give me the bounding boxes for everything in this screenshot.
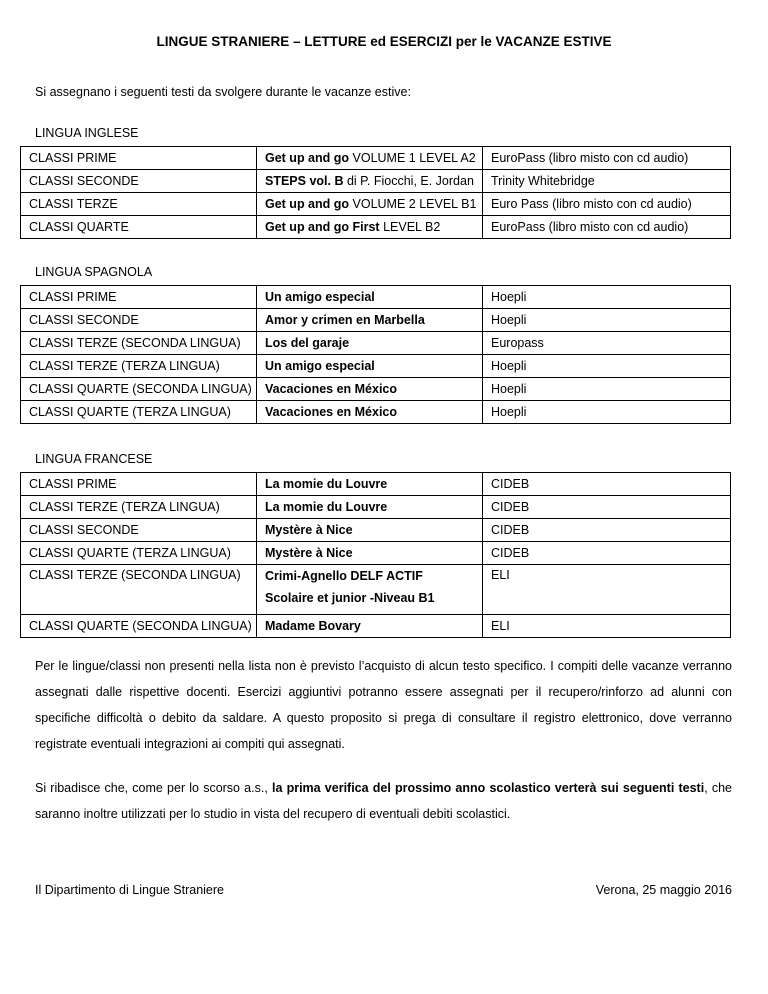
publisher-cell: Hoepli xyxy=(483,309,731,332)
publisher-cell: Hoepli xyxy=(483,401,731,424)
section-heading-francese: LINGUA FRANCESE xyxy=(35,452,153,466)
publisher-cell: Hoepli xyxy=(483,378,731,401)
page-title: LINGUE STRANIERE – LETTURE ed ESERCIZI per le VACANZE ESTIVE xyxy=(156,34,612,49)
publisher-cell: Trinity Whitebridge xyxy=(483,170,731,193)
table-francese xyxy=(20,472,731,638)
book-cell: La momie du Louvre xyxy=(257,473,483,496)
book-detail: LEVEL B2 xyxy=(379,220,441,234)
class-cell: CLASSI QUARTE xyxy=(21,216,257,239)
class-cell: CLASSI PRIME xyxy=(21,473,257,496)
publisher-cell: ELI xyxy=(483,565,731,615)
publisher-cell: CIDEB xyxy=(483,496,731,519)
class-cell: CLASSI TERZE (TERZA LINGUA) xyxy=(21,355,257,378)
table-row xyxy=(21,216,731,239)
intro-text: Si assegnano i seguenti testi da svolgere durante le vacanze estive: xyxy=(35,85,411,99)
book-title: Get up and go First xyxy=(265,220,380,234)
reminder-emphasis: la prima verifica del prossimo anno scolastico verterà sui seguenti testi xyxy=(271,781,705,795)
book-cell xyxy=(257,216,483,239)
date-place: Verona, 25 maggio 2016 xyxy=(595,883,732,897)
book-cell: Mystère à Nice xyxy=(257,542,483,565)
book-cell: Amor y crimen en Marbella xyxy=(257,309,483,332)
table-row xyxy=(21,615,731,638)
publisher-cell: Hoepli xyxy=(483,355,731,378)
book-cell xyxy=(257,170,483,193)
class-cell: CLASSI SECONDE xyxy=(21,170,257,193)
class-cell: CLASSI SECONDE xyxy=(21,519,257,542)
table-row xyxy=(21,147,731,170)
table-row xyxy=(21,519,731,542)
publisher-cell: CIDEB xyxy=(483,542,731,565)
book-title: STEPS vol. B xyxy=(265,174,344,188)
publisher-cell: Europass xyxy=(483,332,731,355)
book-cell: Los del garaje xyxy=(257,332,483,355)
book-cell xyxy=(257,565,483,615)
book-cell xyxy=(257,193,483,216)
book-detail: di P. Fiocchi, E. Jordan xyxy=(343,174,474,188)
book-title: Get up and go xyxy=(265,151,350,165)
publisher-cell: ELI xyxy=(483,615,731,638)
table-row xyxy=(21,378,731,401)
section-heading-inglese: LINGUA INGLESE xyxy=(35,126,139,140)
class-cell: CLASSI SECONDE xyxy=(21,309,257,332)
book-cell: La momie du Louvre xyxy=(257,496,483,519)
book-cell xyxy=(257,147,483,170)
reminder-paragraph xyxy=(35,775,732,827)
table-row xyxy=(21,286,731,309)
book-title: Get up and go xyxy=(265,197,350,211)
class-cell: CLASSI QUARTE (TERZA LINGUA) xyxy=(21,542,257,565)
publisher-cell: Euro Pass (libro misto con cd audio) xyxy=(483,193,731,216)
publisher-cell: EuroPass (libro misto con cd audio) xyxy=(483,216,731,239)
table-row xyxy=(21,193,731,216)
book-detail: VOLUME 1 LEVEL A2 xyxy=(349,151,476,165)
table-row xyxy=(21,496,731,519)
table-row xyxy=(21,309,731,332)
table-row xyxy=(21,401,731,424)
class-cell: CLASSI QUARTE (SECONDA LINGUA) xyxy=(21,615,257,638)
class-cell: CLASSI PRIME xyxy=(21,286,257,309)
book-cell: Un amigo especial xyxy=(257,286,483,309)
class-cell: CLASSI TERZE xyxy=(21,193,257,216)
table-row xyxy=(21,170,731,193)
table-row xyxy=(21,332,731,355)
publisher-cell: EuroPass (libro misto con cd audio) xyxy=(483,147,731,170)
class-cell: CLASSI TERZE (SECONDA LINGUA) xyxy=(21,332,257,355)
table-inglese xyxy=(20,146,731,239)
publisher-cell: CIDEB xyxy=(483,519,731,542)
book-cell: Un amigo especial xyxy=(257,355,483,378)
note-paragraph: Per le lingue/classi non presenti nella lista non è previsto l’acquisto di alcun testo specifico. I compiti delle vacanze verranno assegnati dalle rispettive docenti. Esercizi aggiuntivi potranno essere assegnati per il recupero/rinforzo ad alunni con specifiche difficoltà o debito da saldare. A questo proposito si prega di consultare il registro elettronico, dove verranno registrate eventuali integrazioni ai compiti qui assegnati. xyxy=(35,659,732,751)
class-cell: CLASSI TERZE (SECONDA LINGUA) xyxy=(21,565,257,615)
section-heading-spagnola: LINGUA SPAGNOLA xyxy=(35,265,153,279)
table-row xyxy=(21,355,731,378)
class-cell: CLASSI TERZE (TERZA LINGUA) xyxy=(21,496,257,519)
book-cell: Madame Bovary xyxy=(257,615,483,638)
signature-department: Il Dipartimento di Lingue Straniere xyxy=(35,883,224,897)
book-title: Crimi-Agnello DELF ACTIF xyxy=(265,569,423,583)
class-cell: CLASSI QUARTE (SECONDA LINGUA) xyxy=(21,378,257,401)
table-row xyxy=(21,542,731,565)
publisher-cell: Hoepli xyxy=(483,286,731,309)
book-detail: VOLUME 2 LEVEL B1 xyxy=(349,197,477,211)
reminder-text-start: Si ribadisce che, come per lo scorso a.s., xyxy=(35,781,272,795)
table-row xyxy=(21,565,731,615)
reminder-text-end: , che saranno inoltre utilizzati per lo studio in vista del recupero di eventuali debiti scolastici. xyxy=(35,781,732,821)
publisher-cell: CIDEB xyxy=(483,473,731,496)
book-cell: Vacaciones en México xyxy=(257,378,483,401)
class-cell: CLASSI QUARTE (TERZA LINGUA) xyxy=(21,401,257,424)
table-spagnola xyxy=(20,285,731,424)
book-cell: Mystère à Nice xyxy=(257,519,483,542)
book-subtitle: Scolaire et junior -Niveau B1 xyxy=(265,591,435,605)
book-cell: Vacaciones en México xyxy=(257,401,483,424)
class-cell: CLASSI PRIME xyxy=(21,147,257,170)
table-row xyxy=(21,473,731,496)
